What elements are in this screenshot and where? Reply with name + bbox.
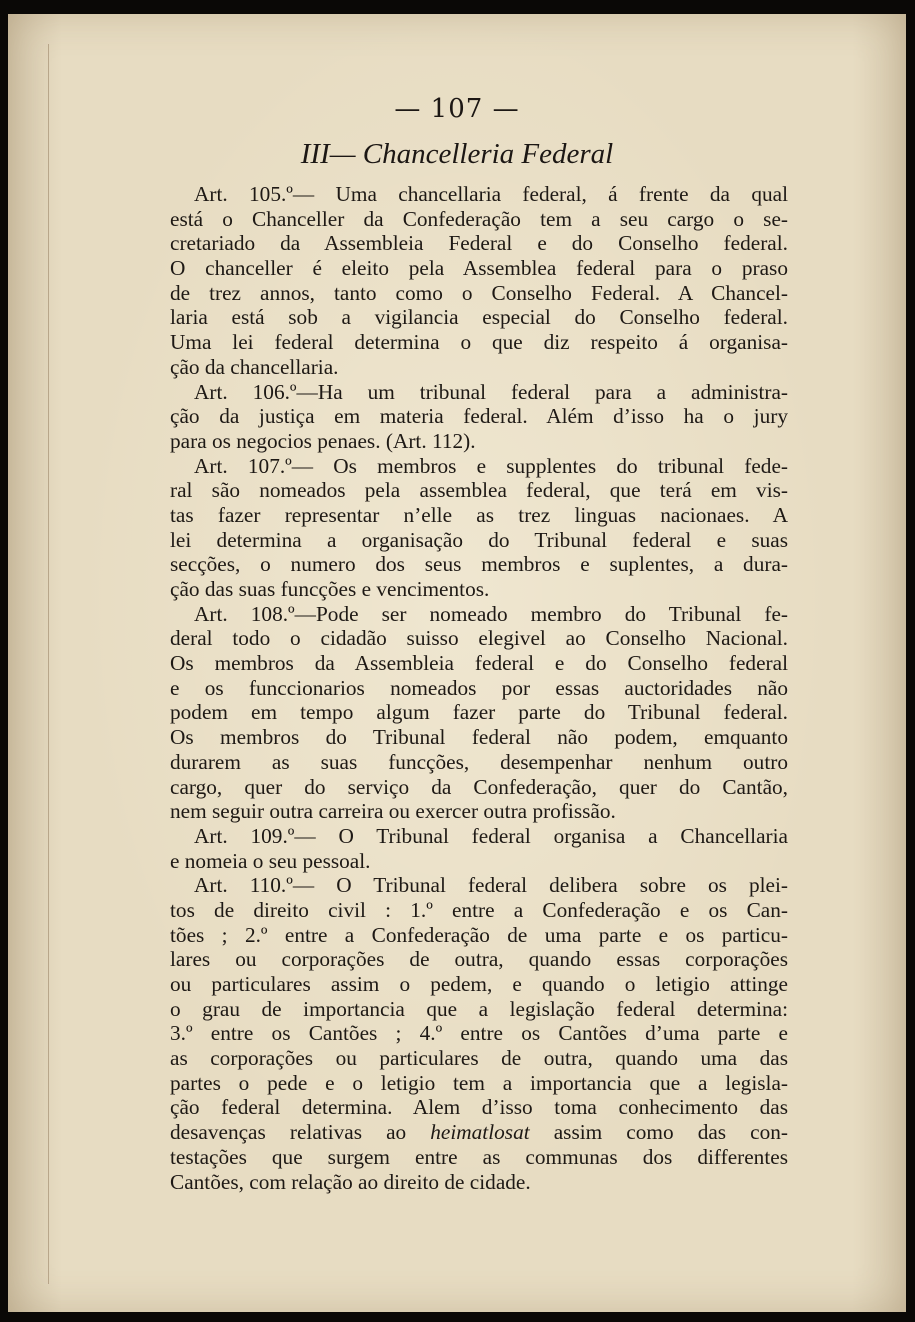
- text-line: [170, 404, 788, 429]
- text-line-content: tos de direito civil : 1.º entre a Confederação e os Can-: [170, 897, 788, 922]
- text-line-content: cargo, quer do serviço da Confederação, quer do Cantão,: [170, 774, 788, 799]
- text-line: [170, 700, 788, 725]
- text-line-content: para os negocios penaes. (Art. 112).: [170, 428, 476, 453]
- text-line: [170, 528, 788, 553]
- text-line-content: desavenças relativas ao: [170, 1120, 407, 1145]
- text-line-content: ção federal determina. Alem d’isso toma conhecimento das: [170, 1095, 788, 1120]
- text-line: [170, 207, 788, 232]
- text-line: [170, 454, 788, 479]
- text-line-content: tas fazer representar n’elle as trez linguas nacionaes. A: [170, 502, 788, 527]
- text-line-content: laria está sob a vigilancia especial do Conselho federal.: [170, 305, 788, 330]
- text-line-content: partes o pede e o letigio tem a importancia que a legisla-: [170, 1070, 788, 1095]
- text-line: [170, 676, 788, 701]
- text-line: [170, 923, 788, 948]
- text-line: [170, 824, 788, 849]
- text-line: [170, 1046, 788, 1071]
- text-line-content: tões ; 2.º entre a Confederação de uma parte e os particu-: [170, 922, 788, 947]
- text-line-content: Art. 105.º— Uma chancellaria federal, á frente da qual: [194, 182, 788, 206]
- book-page: [8, 14, 906, 1312]
- text-line: [170, 997, 788, 1022]
- text-line-content: ral são nomeados pela assemblea federal, que terá em vis-: [170, 478, 788, 503]
- text-line: [170, 231, 788, 256]
- text-line: [170, 1071, 788, 1096]
- text-line-content: Art. 107.º— Os membros e supplentes do tribunal fede-: [194, 453, 788, 478]
- text-line-content: ção da justiça em materia federal. Além d’isso ha o jury: [170, 404, 788, 429]
- text-line: [170, 380, 788, 405]
- text-line-content: e nomeia o seu pessoal.: [170, 848, 371, 873]
- page-gutter-line: [48, 44, 49, 1284]
- text-line: [170, 1120, 788, 1145]
- text-line-content: o grau de importancia que a legislação federal determina:: [170, 996, 788, 1021]
- text-line-content: as corporações ou particulares de outra, quando uma das: [170, 1046, 788, 1071]
- section-title: III— Chancelleria Federal: [300, 138, 614, 170]
- text-line: [170, 947, 788, 972]
- text-line-content: Art. 109.º— O Tribunal federal organisa a Chancellaria: [194, 823, 788, 848]
- text-line-content: Art. 108.º—Pode ser nomeado membro do Tribunal fe-: [194, 601, 788, 626]
- text-line-content: nem seguir outra carreira ou exercer outra profissão.: [170, 799, 616, 824]
- text-line-content: Os membros da Assembleia federal e do Conselho federal: [170, 651, 788, 676]
- text-line-content: Art. 110.º— O Tribunal federal delibera sobre os plei-: [194, 873, 788, 898]
- text-line: [170, 503, 788, 528]
- text-line: [170, 355, 788, 380]
- text-line-content: durarem as suas funcções, desempenhar nenhum outro: [170, 749, 788, 774]
- text-line: [170, 725, 788, 750]
- text-line: [170, 552, 788, 577]
- text-line-content: testações que surgem entre as communas dos differentes: [170, 1144, 788, 1169]
- text-line: [170, 330, 788, 355]
- text-line-content: Art. 106.º—Ha um tribunal federal para a administra-: [194, 379, 788, 404]
- text-line-content: secções, o numero dos seus membros e suplentes, a dura-: [170, 552, 788, 577]
- text-line-content: de trez annos, tanto como o Conselho Federal. A Chancel-: [170, 280, 788, 305]
- text-line-content: ção das suas funcções e vencimentos.: [170, 577, 490, 601]
- text-line: [170, 626, 788, 651]
- text-line-content: Uma lei federal determina o que diz respeito á organisa-: [170, 330, 788, 355]
- text-line-content: ou particulares assim o pedem, e quando o letigio attinge: [170, 972, 788, 996]
- text-line-content: podem em tempo algum fazer parte do Tribunal federal.: [170, 700, 788, 725]
- text-line: [170, 602, 788, 627]
- text-line: [170, 972, 788, 997]
- text-line: [170, 1145, 788, 1170]
- text-line: [170, 873, 788, 898]
- text-line-content: 3.º entre os Cantões ; 4.º entre os Cantões d’uma parte e: [170, 1021, 788, 1046]
- text-line-content: Os membros do Tribunal federal não podem, emquanto: [170, 725, 788, 750]
- text-line-content: lei determina a organisação do Tribunal federal e suas: [170, 527, 788, 552]
- text-line: [170, 1095, 788, 1120]
- text-line: [170, 898, 788, 923]
- body-text: [170, 182, 788, 1194]
- text-line-content: lares ou corporações de outra, quando essas corporações: [170, 947, 788, 972]
- text-line: [170, 281, 788, 306]
- text-line-content: ção da chancellaria.: [170, 354, 339, 379]
- text-line-tail: assim como das con-: [553, 1120, 788, 1145]
- text-line-content: deral todo o cidadão suisso elegivel ao Conselho Nacional.: [170, 626, 788, 651]
- text-line: [170, 775, 788, 800]
- text-line-content: cretariado da Assembleia Federal e do Conselho federal.: [170, 231, 788, 256]
- text-line: [170, 651, 788, 676]
- text-line: [170, 478, 788, 503]
- text-line: [170, 429, 788, 454]
- text-line-content: Cantões, com relação ao direito de cidade.: [170, 1169, 531, 1194]
- text-line: [170, 182, 788, 207]
- italic-term: heimatlosat: [430, 1120, 530, 1145]
- text-line: [170, 256, 788, 281]
- text-line: [170, 799, 788, 824]
- text-line-content: está o Chanceller da Confederação tem a seu cargo o se-: [170, 206, 788, 231]
- page-number: — 107 —: [394, 94, 520, 124]
- text-line-content: O chanceller é eleito pela Assemblea federal para o praso: [170, 256, 788, 281]
- text-line: [170, 305, 788, 330]
- text-line: [170, 1021, 788, 1046]
- text-line: [170, 1170, 788, 1195]
- text-line: [170, 849, 788, 874]
- text-line: [170, 750, 788, 775]
- text-line-content: e os funccionarios nomeados por essas auctoridades não: [170, 675, 788, 700]
- text-line: [170, 577, 788, 602]
